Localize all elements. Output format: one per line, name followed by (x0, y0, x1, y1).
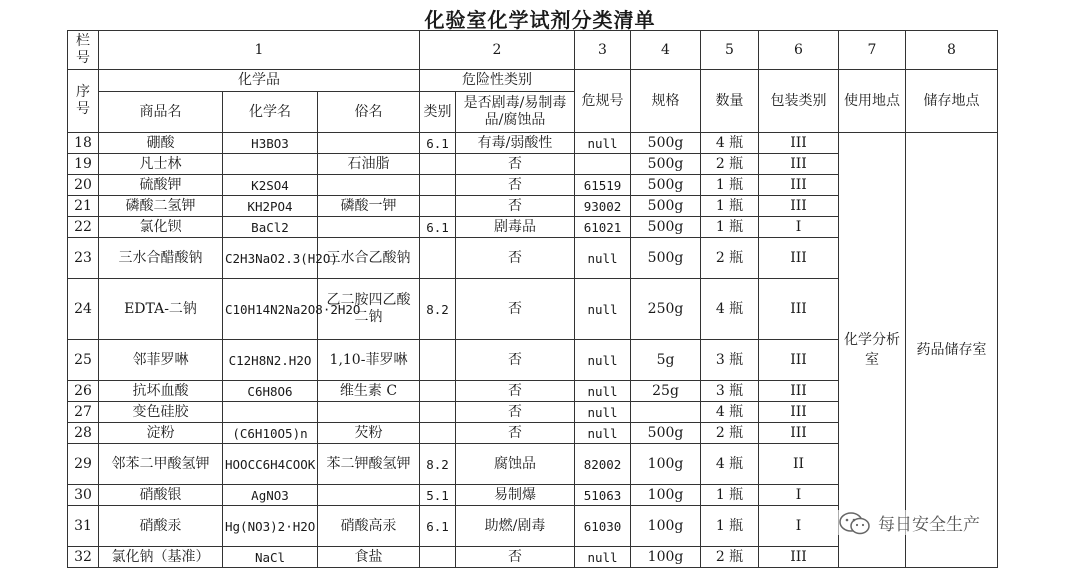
common-name-cell: 维生素 C (318, 381, 420, 402)
spec-cell: 500g (631, 175, 701, 196)
package-class-cell: I (759, 485, 839, 506)
regulation-no-cell: null (575, 279, 631, 340)
trade-name-cell: 变色硅胶 (99, 402, 223, 423)
regulation-no-cell: 93002 (575, 196, 631, 217)
controlled-cell: 否 (456, 547, 575, 568)
quantity-cell: 2 瓶 (701, 238, 759, 279)
chemical-register-table (67, 30, 998, 568)
trade-name-cell: 磷酸二氢钾 (99, 196, 223, 217)
regulation-no-cell: null (575, 238, 631, 279)
package-class-cell: III (759, 279, 839, 340)
controlled-cell: 否 (456, 279, 575, 340)
spec-cell: 100g (631, 547, 701, 568)
seq-cell: 25 (68, 340, 99, 381)
controlled-cell: 否 (456, 402, 575, 423)
package-class-cell: III (759, 340, 839, 381)
category-cell (420, 547, 456, 568)
common-name-cell: 硝酸高汞 (318, 506, 420, 547)
spec-header: 规格 (631, 70, 701, 133)
quantity-cell: 4 瓶 (701, 402, 759, 423)
chem-name-cell: BaCl2 (223, 217, 318, 238)
common-name-header: 俗名 (318, 92, 420, 133)
package-class-cell: III (759, 402, 839, 423)
quantity-cell: 2 瓶 (701, 547, 759, 568)
category-cell (420, 238, 456, 279)
wechat-icon (838, 511, 872, 535)
quantity-cell: 4 瓶 (701, 444, 759, 485)
package-class-header: 包装类别 (759, 70, 839, 133)
spec-cell: 100g (631, 485, 701, 506)
regulation-no-cell: 61021 (575, 217, 631, 238)
category-cell: 5.1 (420, 485, 456, 506)
trade-name-header: 商品名 (99, 92, 223, 133)
col-num-2: 2 (420, 31, 575, 70)
controlled-cell: 否 (456, 154, 575, 175)
controlled-cell: 否 (456, 196, 575, 217)
watermark-text: 每日安全生产 (878, 515, 980, 535)
category-header: 类别 (420, 92, 456, 133)
spec-cell: 500g (631, 154, 701, 175)
spec-cell (631, 402, 701, 423)
seq-cell: 24 (68, 279, 99, 340)
watermark (838, 510, 980, 535)
col-num-8: 8 (906, 31, 998, 70)
common-name-cell: 磷酸一钾 (318, 196, 420, 217)
chem-name-cell: K2SO4 (223, 175, 318, 196)
chem-name-header: 化学名 (223, 92, 318, 133)
col-num-3: 3 (575, 31, 631, 70)
trade-name-cell: 抗坏血酸 (99, 381, 223, 402)
common-name-cell (318, 175, 420, 196)
seq-cell: 21 (68, 196, 99, 217)
regulation-no-header: 危规号 (575, 70, 631, 133)
spec-cell: 500g (631, 196, 701, 217)
common-name-cell: 1,10-菲罗啉 (318, 340, 420, 381)
common-name-cell: 石油脂 (318, 154, 420, 175)
col-num-4: 4 (631, 31, 701, 70)
spec-cell: 500g (631, 217, 701, 238)
quantity-cell: 1 瓶 (701, 485, 759, 506)
chem-name-cell: C6H8O6 (223, 381, 318, 402)
regulation-no-cell: 61519 (575, 175, 631, 196)
quantity-cell: 1 瓶 (701, 175, 759, 196)
package-class-cell: III (759, 175, 839, 196)
col-no-label: 栏号 (68, 31, 99, 70)
category-cell: 8.2 (420, 444, 456, 485)
group-header-row (68, 70, 998, 92)
trade-name-cell: EDTA-二钠 (99, 279, 223, 340)
regulation-no-cell: 61030 (575, 506, 631, 547)
spec-cell: 500g (631, 133, 701, 154)
category-cell: 8.2 (420, 279, 456, 340)
trade-name-cell: 氯化钠（基准） (99, 547, 223, 568)
category-cell (420, 402, 456, 423)
seq-cell: 22 (68, 217, 99, 238)
controlled-cell: 有毒/弱酸性 (456, 133, 575, 154)
seq-cell: 18 (68, 133, 99, 154)
hazard-group-header: 危险性类别 (420, 70, 575, 92)
quantity-header: 数量 (701, 70, 759, 133)
chem-name-cell: H3BO3 (223, 133, 318, 154)
quantity-cell: 1 瓶 (701, 196, 759, 217)
category-cell (420, 423, 456, 444)
quantity-cell: 3 瓶 (701, 340, 759, 381)
use-location-cell: 化学分析室 (839, 133, 906, 568)
chem-name-cell: (C6H10O5)n (223, 423, 318, 444)
common-name-cell: 乙二胺四乙酸二钠 (318, 279, 420, 340)
package-class-cell: III (759, 547, 839, 568)
trade-name-cell: 硝酸汞 (99, 506, 223, 547)
chem-name-cell: C2H3NaO2.3(H2O) (223, 238, 318, 279)
chem-name-cell (223, 154, 318, 175)
package-class-cell: III (759, 423, 839, 444)
storage-location-cell: 药品储存室 (906, 133, 998, 568)
trade-name-cell: 硼酸 (99, 133, 223, 154)
controlled-cell: 否 (456, 381, 575, 402)
controlled-cell: 否 (456, 238, 575, 279)
col-num-1: 1 (99, 31, 420, 70)
quantity-cell: 2 瓶 (701, 154, 759, 175)
storage-location-header: 储存地点 (906, 70, 998, 133)
common-name-cell: 三水合乙酸钠 (318, 238, 420, 279)
category-cell (420, 154, 456, 175)
common-name-cell (318, 133, 420, 154)
common-name-cell (318, 402, 420, 423)
trade-name-cell: 氯化钡 (99, 217, 223, 238)
trade-name-cell: 淀粉 (99, 423, 223, 444)
controlled-cell: 否 (456, 175, 575, 196)
package-class-cell: I (759, 506, 839, 547)
package-class-cell: III (759, 196, 839, 217)
controlled-cell: 否 (456, 423, 575, 444)
quantity-cell: 4 瓶 (701, 279, 759, 340)
trade-name-cell: 三水合醋酸钠 (99, 238, 223, 279)
col-num-7: 7 (839, 31, 906, 70)
trade-name-cell: 邻菲罗啉 (99, 340, 223, 381)
package-class-cell: III (759, 154, 839, 175)
spec-cell: 25g (631, 381, 701, 402)
spec-cell: 100g (631, 506, 701, 547)
controlled-cell: 易制爆 (456, 485, 575, 506)
seq-cell: 19 (68, 154, 99, 175)
regulation-no-cell: null (575, 547, 631, 568)
regulation-no-cell: 82002 (575, 444, 631, 485)
package-class-cell: II (759, 444, 839, 485)
category-cell (420, 340, 456, 381)
seq-cell: 31 (68, 506, 99, 547)
common-name-cell: 食盐 (318, 547, 420, 568)
chem-group-header: 化学品 (99, 70, 420, 92)
column-number-row (68, 31, 998, 70)
chem-name-cell: NaCl (223, 547, 318, 568)
seq-cell: 23 (68, 238, 99, 279)
regulation-no-cell: null (575, 402, 631, 423)
trade-name-cell: 硫酸钾 (99, 175, 223, 196)
col-num-6: 6 (759, 31, 839, 70)
chem-name-cell: AgNO3 (223, 485, 318, 506)
regulation-no-cell: null (575, 133, 631, 154)
quantity-cell: 4 瓶 (701, 133, 759, 154)
chem-name-cell: KH2PO4 (223, 196, 318, 217)
spec-cell: 500g (631, 423, 701, 444)
regulation-no-cell: null (575, 340, 631, 381)
package-class-cell: III (759, 238, 839, 279)
spec-cell: 500g (631, 238, 701, 279)
regulation-no-cell: null (575, 381, 631, 402)
category-cell (420, 381, 456, 402)
quantity-cell: 3 瓶 (701, 381, 759, 402)
spec-cell: 5g (631, 340, 701, 381)
quantity-cell: 1 瓶 (701, 506, 759, 547)
regulation-no-cell (575, 154, 631, 175)
common-name-cell: 苯二钾酸氢钾 (318, 444, 420, 485)
seq-cell: 28 (68, 423, 99, 444)
seq-cell: 32 (68, 547, 99, 568)
regulation-no-cell: null (575, 423, 631, 444)
seq-cell: 20 (68, 175, 99, 196)
col-num-5: 5 (701, 31, 759, 70)
package-class-cell: III (759, 133, 839, 154)
category-cell: 6.1 (420, 506, 456, 547)
common-name-cell (318, 217, 420, 238)
spec-cell: 250g (631, 279, 701, 340)
seq-cell: 30 (68, 485, 99, 506)
trade-name-cell: 硝酸银 (99, 485, 223, 506)
regulation-no-cell: 51063 (575, 485, 631, 506)
category-cell: 6.1 (420, 217, 456, 238)
chem-name-cell: Hg(NO3)2·H2O (223, 506, 318, 547)
trade-name-cell: 邻苯二甲酸氢钾 (99, 444, 223, 485)
spec-cell: 100g (631, 444, 701, 485)
controlled-cell: 助燃/剧毒 (456, 506, 575, 547)
quantity-cell: 2 瓶 (701, 423, 759, 444)
quantity-cell: 1 瓶 (701, 217, 759, 238)
common-name-cell (318, 485, 420, 506)
trade-name-cell: 凡士林 (99, 154, 223, 175)
seq-cell: 29 (68, 444, 99, 485)
chem-name-cell: HOOCC6H4COOK (223, 444, 318, 485)
package-class-cell: I (759, 217, 839, 238)
chem-name-cell (223, 402, 318, 423)
table-row (68, 133, 998, 154)
category-cell: 6.1 (420, 133, 456, 154)
controlled-cell: 腐蚀品 (456, 444, 575, 485)
table-body (68, 133, 998, 568)
category-cell (420, 196, 456, 217)
controlled-cell: 否 (456, 340, 575, 381)
controlled-header: 是否剧毒/易制毒品/腐蚀品 (456, 92, 575, 133)
seq-cell: 27 (68, 402, 99, 423)
category-cell (420, 175, 456, 196)
common-name-cell: 芡粉 (318, 423, 420, 444)
seq-header: 序号 (68, 70, 99, 133)
seq-cell: 26 (68, 381, 99, 402)
page-title: 化验室化学试剂分类清单 (424, 8, 656, 32)
chem-name-cell: C12H8N2.H2O (223, 340, 318, 381)
use-location-header: 使用地点 (839, 70, 906, 133)
package-class-cell: III (759, 381, 839, 402)
chem-name-cell: C10H14N2Na2O8·2H2O (223, 279, 318, 340)
controlled-cell: 剧毒品 (456, 217, 575, 238)
